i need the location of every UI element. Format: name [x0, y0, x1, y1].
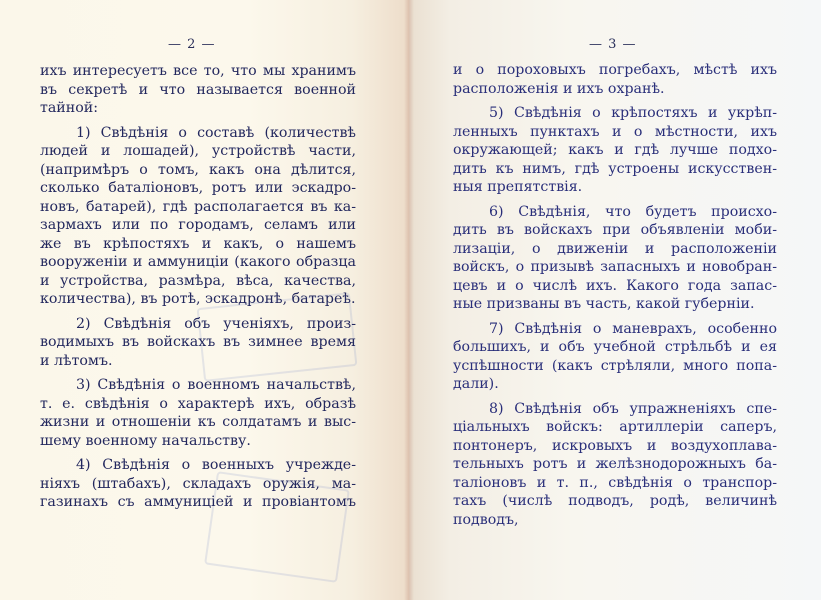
text-line: лизаціи, о движеніи и расположеніи [453, 240, 777, 257]
text-line: войскъ, о призывѣ запасныхъ и новобран- [453, 259, 777, 275]
text-line: количества), въ ротѣ, эскадронѣ, батареѣ. [40, 291, 356, 307]
right-page [409, 0, 821, 600]
text-line: ные призваны въ часть, какой губерніи. [453, 296, 755, 312]
text-line: цевъ и о числѣ ихъ. Какого года запас- [453, 277, 777, 294]
text-line: газинахъ съ аммуниціей и провіантомъ [40, 494, 356, 510]
text-line: дить къ нимъ, гдѣ устроены искусствен- [453, 160, 777, 177]
text-line: (напримѣръ о томъ, какъ она дѣлится, [40, 161, 356, 178]
text-line: понтонеръ, искровыхъ и воздухоплава- [453, 437, 777, 454]
text-line: дить въ войскахъ при объявленіи моби- [453, 222, 777, 238]
text-line: 5) Свѣдѣнія о крѣпостяхъ и укрѣп- [489, 105, 777, 121]
text-line: успѣшности (какъ стрѣляли, много попа- [453, 357, 777, 374]
text-line: и устройства, размѣра, вѣса, качества, [40, 272, 356, 289]
text-line: 4) Свѣдѣнія о военныхъ учрежде- [76, 457, 356, 473]
page-number: — 2 — [168, 37, 216, 52]
left-page [0, 0, 409, 600]
page-text [40, 62, 356, 512]
text-line: 1) Свѣдѣнія о составѣ (количествѣ [76, 124, 356, 141]
text-line: ихъ интересуетъ все то, что мы хранимъ [40, 63, 356, 79]
text-line: зармахъ или по городамъ, селамъ или [40, 217, 356, 233]
text-line: 6) Свѣдѣнія, что будетъ происхо- [489, 203, 777, 220]
text-line: новъ, батарей), гдѣ располагается въ ка- [40, 198, 356, 215]
text-line: сколько баталіоновъ, ротъ или эскадро- [40, 180, 356, 196]
text-line: окружающей; какъ и гдѣ лучше подхо- [453, 142, 777, 158]
book-gutter [404, 0, 414, 600]
text-line: ціальныхъ войскъ: артиллеріи саперъ, [453, 419, 777, 435]
text-line: тельныхъ ротъ и желѣзнодорожныхъ ба- [453, 456, 777, 472]
text-line: и о пороховыхъ погребахъ, мѣстѣ ихъ [453, 62, 777, 78]
text-line: большихъ, и объ учебной стрѣльбѣ и ея [453, 339, 777, 355]
text-line: подводъ, [453, 511, 519, 528]
text-line: и лѣтомъ. [40, 352, 113, 369]
text-line: дали). [453, 376, 499, 392]
text-line: водимыхъ въ войскахъ въ зимнее время [40, 334, 356, 350]
page-text [453, 61, 777, 529]
text-line: ныя препятствія. [453, 179, 583, 195]
text-line: 2) Свѣдѣнія объ ученіяхъ, произ- [76, 315, 356, 332]
text-line: ленныхъ пунктахъ и о мѣстности, ихъ [453, 123, 777, 140]
page-number: — 3 — [589, 37, 637, 52]
text-line: тахъ (числѣ подводъ, родѣ, величинѣ [453, 493, 777, 509]
text-line: т. е. свѣдѣнія о характерѣ ихъ, образѣ [40, 395, 356, 412]
text-line: въ секретѣ и что называется военной [40, 81, 356, 98]
text-line: вооруженіи и аммуниціи (какого образца [40, 254, 356, 270]
text-line: 3) Свѣдѣнія о военномъ начальствѣ, [76, 377, 356, 393]
text-line: 7) Свѣдѣнія о маневрахъ, особенно [489, 320, 777, 337]
text-line: таліоновъ и т. п., свѣдѣнія о транспор- [453, 474, 777, 491]
text-line: шему военному начальству. [40, 432, 251, 449]
text-line: ніяхъ (штабахъ), складахъ оружія, ма- [40, 475, 356, 492]
text-line: расположенія и ихъ охранѣ. [453, 80, 665, 97]
text-line: жизни и отношеніи къ солдатамъ и выс- [40, 414, 356, 430]
text-line: тайной: [40, 100, 98, 116]
text-line: же въ крѣпостяхъ и какъ, о нашемъ [40, 235, 356, 252]
text-line: людей и лошадей), устройствѣ части, [40, 143, 356, 159]
text-line: 8) Свѣдѣнія объ упражненіяхъ спе- [489, 400, 777, 417]
